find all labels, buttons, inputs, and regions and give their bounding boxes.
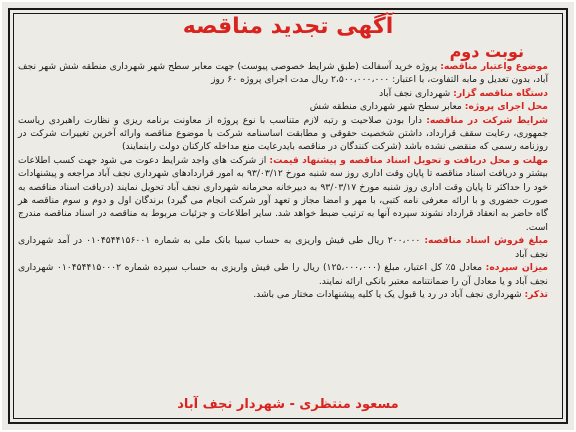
note-label: تذکر: (524, 288, 548, 300)
paragraph-organizer (18, 87, 548, 100)
paragraph-conditions (18, 114, 548, 154)
paragraph-location (18, 100, 548, 113)
location-label: محل اجرای پروژه: (464, 101, 548, 113)
paragraph-subject (18, 60, 548, 87)
paragraph-deposit (18, 261, 548, 288)
deposit-text: معادل ۵٪ کل اعتبار، مبلغ (۱۲۵،۰۰۰،۰۰۰) ریال را طی فیش واریزی به حساب سپرده شماره ۰۱۰۴۵۴۴۱۵۰۰۰۲ شهرداری نجف آباد و یا معادل آن را ضمانتنامه معتبر بانکی ارائه نمایند. (18, 262, 548, 287)
newspaper-clipping (2, 2, 574, 430)
subject-text: پروژه خرید آسفالت (طبق شرایط خصوصی پیوست) جهت معابر سطح شهر شهرداری منطقه شش شهر نجف آباد، بدون تعدیل و مابه التفاوت، با اعتبار: ۲،۵۰۰،۰۰۰،۰۰۰ ریال مدت اجرای پروژه ۶۰ روز (18, 61, 548, 86)
paragraph-document-price (18, 234, 548, 261)
round-label: نوبت دوم (449, 42, 524, 61)
paragraph-note (18, 288, 548, 301)
document-price-text: ۲۰۰،۰۰۰ ریال طی فیش واریزی به حساب سیبا بانک ملی به شماره ۰۱۰۴۵۴۴۱۵۶۰۰۱ در آمد شهرداری نجف آباد (18, 235, 548, 260)
deposit-label: میزان سپرده: (485, 262, 548, 274)
deadline-label: مهلت و محل دریافت و تحویل اسناد مناقصه و پیشنهاد قیمت: (269, 154, 549, 166)
signature-line: مسعود منتظری - شهردار نجف آباد (177, 397, 399, 412)
subject-label: موضوع واعتبار مناقصه: (440, 61, 548, 72)
location-text: معابر سطح شهر شهرداری منطقه شش (309, 101, 465, 113)
conditions-label: شرایط شرکت در مناقصه: (426, 114, 548, 126)
notice-title: آگهی تجدید مناقصه (182, 14, 394, 39)
organizer-text: شهرداری نجف آباد (379, 87, 454, 99)
organizer-label: دستگاه مناقصه گزار: (453, 87, 548, 99)
notice-body (18, 60, 548, 301)
note-text: شهرداری نجف آباد در رد یا قبول یک یا کلیه پیشنهادات مختار می باشد. (253, 288, 525, 300)
conditions-text: دارا بودن صلاحیت و رتبه لازم متناسب با نوع پروژه از معاونت برنامه ریزی و نظارت راهبردی ریاست جمهوری، رعایت سقف قرارداد، داشتن شخصیت حقوقی و مطابقت اساسنامه شرکت با موضوع مناقصه وارائه آخرین تغییرات شرکت در روزنامه رسمی که منقضی نشده باشد (شرکت کنندگان در مناقصه بایدرعایت منع مداخله کارکنان دولت رابنمایند) (18, 114, 548, 153)
paragraph-deadline (18, 154, 548, 234)
deadline-text: از شرکت های واجد شرایط دعوت می شود جهت کسب اطلاعات بیشتر و دریافت اسناد مناقصه تا پایان وقت اداری روز سه شنبه مورخ ۹۳/۰۳/۱۲ به امور قراردادهای شهرداری نجف آباد مراجعه و پیشنهادات خود را حداکثر تا پایان وقت اداری روز شنبه مورخ ۹۳/۰۳/۱۷ به دبیرخانه محرمانه شهرداری نجف آباد تحویل نمایند (دریافت اسناد مناقصه به صورت حضوری و با ارائه معرفی نامه کتبی، با مهر و امضا مجاز و تعهد آور شرکت انجام می گیرد) برندگان اول و دوم و سوم مناقصه هر گاه حاضر به انعقاد قرارداد نشوند سپرده آنها به ترتیب ضبط خواهد شد. سایر اطلاعات و جزئیات مربوط به مناقصه در اسناد مناقصه مندرج است. (18, 154, 548, 233)
document-price-label: مبلغ فروش اسناد مناقصه: (424, 235, 549, 247)
